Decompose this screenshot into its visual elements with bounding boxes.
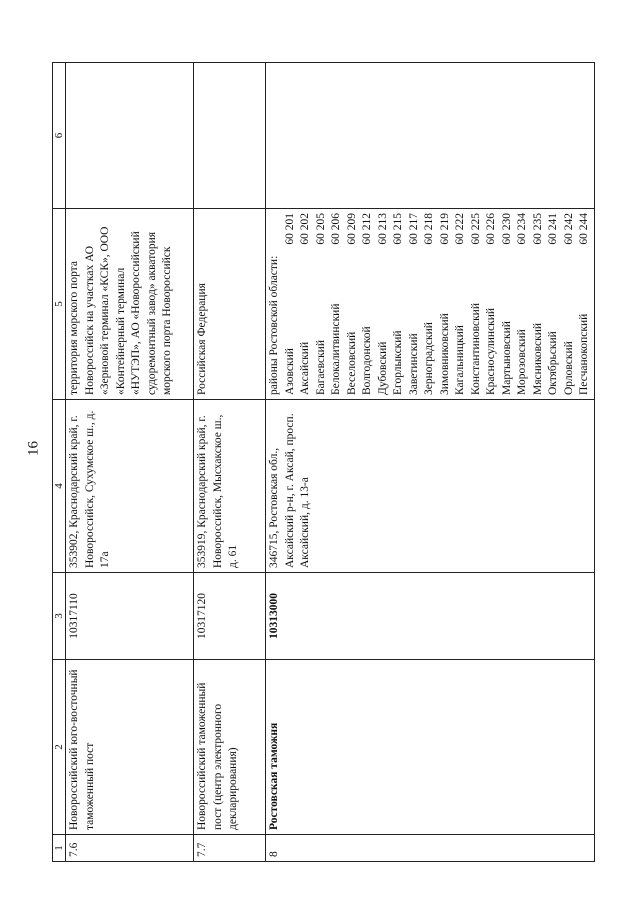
- okato-code: 60 205: [314, 213, 327, 245]
- post-name: Новороссийский юго-восточный таможенный пост: [66, 660, 194, 835]
- okato-code: 60 222: [454, 213, 466, 245]
- okato-code: 60 201: [283, 213, 296, 245]
- okato-code: 60 215: [392, 213, 404, 245]
- header-col-2: 2: [53, 660, 66, 835]
- customs-code: 10313000: [266, 573, 595, 660]
- district-name: Мартыновский: [500, 321, 513, 395]
- post-code: 10317110: [66, 573, 194, 660]
- post-extra: [66, 63, 194, 209]
- customs-name: Ростовская таможня: [266, 660, 595, 835]
- district-name: Морозовский: [516, 329, 528, 395]
- okato-code: 60 218: [423, 213, 435, 245]
- district-name: Белокалитвинский: [330, 303, 342, 395]
- post-extra: [194, 63, 266, 209]
- rotated-table-wrapper: [52, 62, 612, 862]
- post-region: территория морского порта Новороссийск на участках АО «Зерновой терминал «КСК», ООО «Контейнерный терминал «НУТЭП», АО «Новороссийский судоремонтный завод» акватория морского порта Новороссийск: [66, 209, 194, 400]
- district-name: Зимовниковский: [438, 313, 451, 395]
- district-name: Аксайский: [299, 341, 311, 395]
- customs-address: 346715, Ростовская обл., Аксайский р-н, г. Аксай, просп. Аксайский, д. 13-а: [266, 400, 595, 573]
- row-number: 7.7: [194, 835, 266, 862]
- district-block: [283, 213, 593, 395]
- table-row: [266, 63, 595, 862]
- district-name: Веселовский: [345, 331, 358, 395]
- okato-code: 60 202: [299, 213, 311, 245]
- header-col-6: 6: [53, 63, 66, 209]
- customs-region: [266, 209, 595, 400]
- header-row: [53, 63, 66, 862]
- table-row: [66, 63, 194, 862]
- district-name: Дубовский: [376, 341, 389, 395]
- district-name: Багаевский: [314, 340, 327, 395]
- district-name: Песчанокопский: [578, 313, 590, 395]
- okato-list: [283, 213, 593, 245]
- okato-code: 60 213: [376, 213, 389, 245]
- district-name: Красносулинский: [485, 307, 497, 395]
- district-name: Зерноградский: [423, 322, 435, 395]
- okato-code: 60 234: [516, 213, 528, 245]
- post-address: 353919, Краснодарский край, г. Новороссийск, Мысхакское ш., д. 61: [194, 400, 266, 573]
- region-title: районы Ростовской области:: [268, 255, 280, 395]
- okato-code: 60 206: [330, 213, 342, 245]
- district-name: Орловский: [562, 341, 575, 395]
- post-address: 353902, Краснодарский край, г. Новороссийск, Сухумское ш., д. 17а: [66, 400, 194, 573]
- header-col-4: 4: [53, 400, 66, 573]
- district-list: [283, 303, 593, 395]
- page-number: 16: [25, 441, 42, 456]
- row-number: 7.6: [66, 835, 194, 862]
- header-col-5: 5: [53, 209, 66, 400]
- district-name: Волгодонской: [361, 326, 373, 395]
- post-name: Новороссийский таможенный пост (центр электронного декларирования): [194, 660, 266, 835]
- district-name: Егорлыкский: [392, 330, 404, 395]
- district-name: Константиновский: [469, 303, 482, 395]
- okato-code: 60 225: [469, 213, 482, 245]
- table-row: [194, 63, 266, 862]
- okato-code: 60 242: [562, 213, 575, 245]
- district-name: Кагальницкий: [454, 325, 466, 395]
- header-col-1: 1: [53, 835, 66, 862]
- okato-code: 60 219: [438, 213, 451, 245]
- header-col-3: 3: [53, 573, 66, 660]
- district-name: Октябрьский: [547, 331, 559, 395]
- okato-code: 60 244: [578, 213, 590, 245]
- customs-extra: [266, 63, 595, 209]
- post-region: Российская Федерация: [194, 209, 266, 400]
- okato-code: 60 209: [345, 213, 358, 245]
- okato-code: 60 241: [547, 213, 559, 245]
- post-code: 10317120: [194, 573, 266, 660]
- district-name: Мясниковский: [531, 322, 544, 395]
- okato-code: 60 235: [531, 213, 544, 245]
- district-name: Азовский: [283, 348, 296, 395]
- row-number: 8: [266, 835, 595, 862]
- okato-code: 60 212: [361, 213, 373, 245]
- okato-code: 60 230: [500, 213, 513, 245]
- okato-code: 60 226: [485, 213, 497, 245]
- customs-table: [52, 62, 595, 862]
- district-name: Заветинский: [407, 333, 420, 395]
- okato-code: 60 217: [407, 213, 420, 245]
